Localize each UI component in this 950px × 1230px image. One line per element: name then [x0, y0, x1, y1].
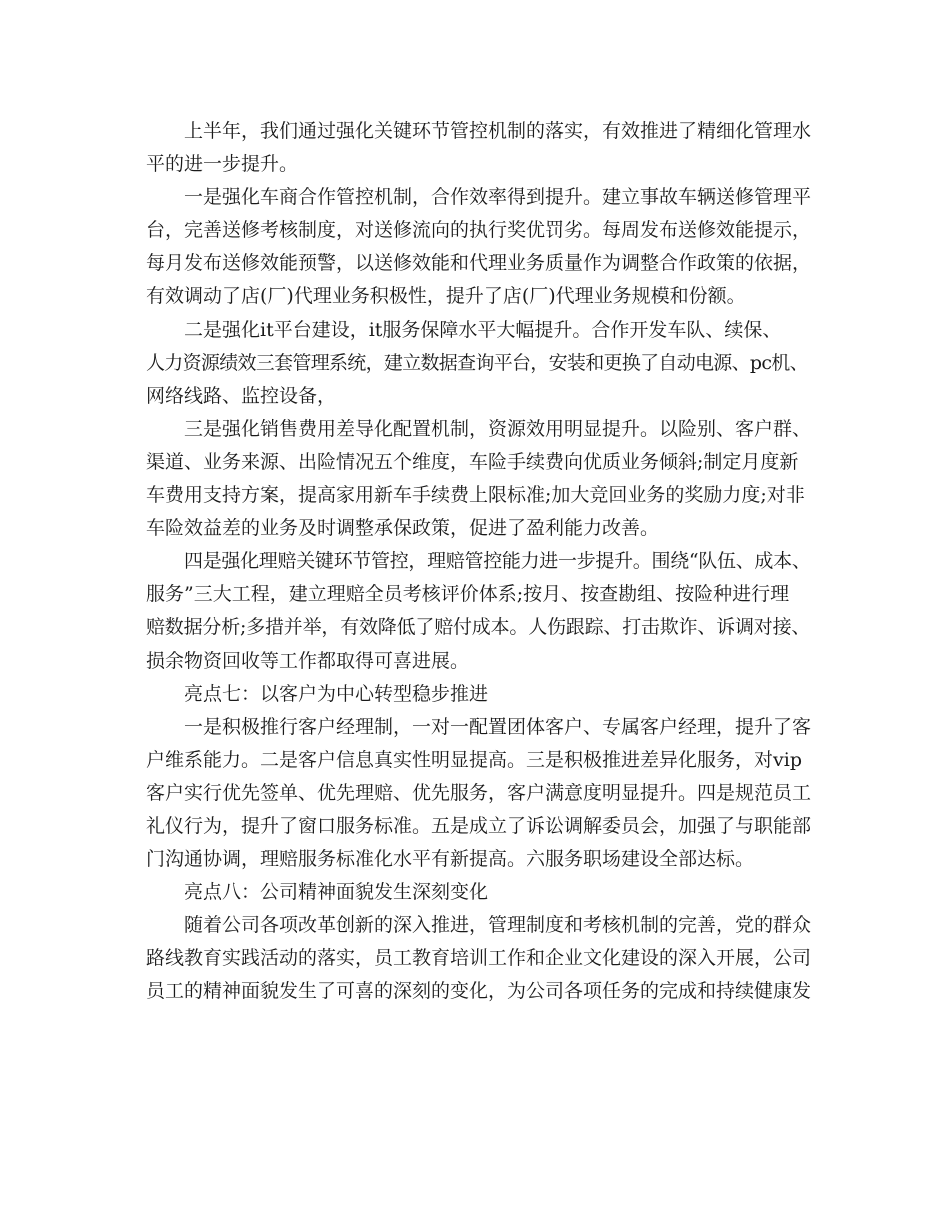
text-line: 客户实行优先签单、优先理赔、优先服务，客户满意度明显提升。四是规范员工	[146, 781, 812, 804]
text-line: 四是强化理赔关键环节管控，理赔管控能力进一步提升。围绕“队伍、成本、	[184, 550, 811, 573]
text-line: 车险效益差的业务及时调整承保政策，促进了盈利能力改善。	[146, 517, 660, 540]
text-line: 一是强化车商合作管控机制，合作效率得到提升。建立事故车辆送修管理平	[184, 186, 812, 209]
text-line: 三是强化销售费用差导化配置机制，资源效用明显提升。以险别、客户群、	[184, 417, 812, 440]
text-line: 服务”三大工程，建立理赔全员考核评价体系;按月、按查勘组、按险种进行理	[146, 583, 790, 606]
text-line: 一是积极推行客户经理制，一对一配置团体客户、专属客户经理，提升了客	[184, 715, 812, 738]
text-line: 有效调动了店(厂)代理业务积极性，提升了店(厂)代理业务规模和份额。	[146, 285, 746, 308]
text-line: 员工的精神面貌发生了可喜的深刻的变化，为公司各项任务的完成和持续健康发	[146, 980, 812, 1003]
text-line: 渠道、业务来源、出险情况五个维度，车险手续费向优质业务倾斜;制定月度新	[146, 450, 799, 473]
text-line: 车费用支持方案，提高家用新车手续费上限标准;加大竞回业务的奖励力度;对非	[146, 484, 805, 507]
text-line: 平的进一步提升。	[146, 153, 299, 176]
text-line: 亮点八：公司精神面貌发生深刻变化	[184, 881, 489, 904]
text-line: 二是强化it平台建设，it服务保障水平大幅提升。合作开发车队、续保、	[184, 318, 782, 341]
text-line: 路线教育实践活动的落实，员工教育培训工作和企业文化建设的深入开展，公司	[146, 947, 812, 970]
text-line: 人力资源绩效三套管理系统，建立数据查询平台，安装和更换了自动电源、pc机、	[146, 351, 808, 374]
text-line: 亮点七：以客户为中心转型稳步推进	[184, 682, 489, 705]
document-body	[146, 115, 810, 1009]
text-line: 每月发布送修效能预警，以送修效能和代理业务质量作为调整合作政策的依据，	[146, 252, 812, 275]
text-line: 门沟通协调，理赔服务标准化水平有新提高。六服务职场建设全部达标。	[146, 848, 755, 871]
text-line: 上半年，我们通过强化关键环节管控机制的落实，有效推进了精细化管理水	[184, 120, 812, 142]
text-line: 随着公司各项改革创新的深入推进，管理制度和考核机制的完善，党的群众	[184, 914, 812, 937]
text-line: 损余物资回收等工作都取得可喜进展。	[146, 649, 470, 672]
text-line: 礼仪行为，提升了窗口服务标准。五是成立了诉讼调解委员会，加强了与职能部	[146, 814, 812, 837]
text-line: 赔数据分析;多措并举，有效降低了赔付成本。人伤跟踪、打击欺诈、诉调对接、	[146, 616, 811, 639]
text-line: 网络线路、监控设备，	[146, 384, 337, 407]
text-line: 户维系能力。二是客户信息真实性明显提高。三是积极推进差异化服务，对vip	[146, 748, 802, 771]
text-line: 台，完善送修考核制度，对送修流向的执行奖优罚劣。每周发布送修效能提示，	[146, 219, 812, 242]
